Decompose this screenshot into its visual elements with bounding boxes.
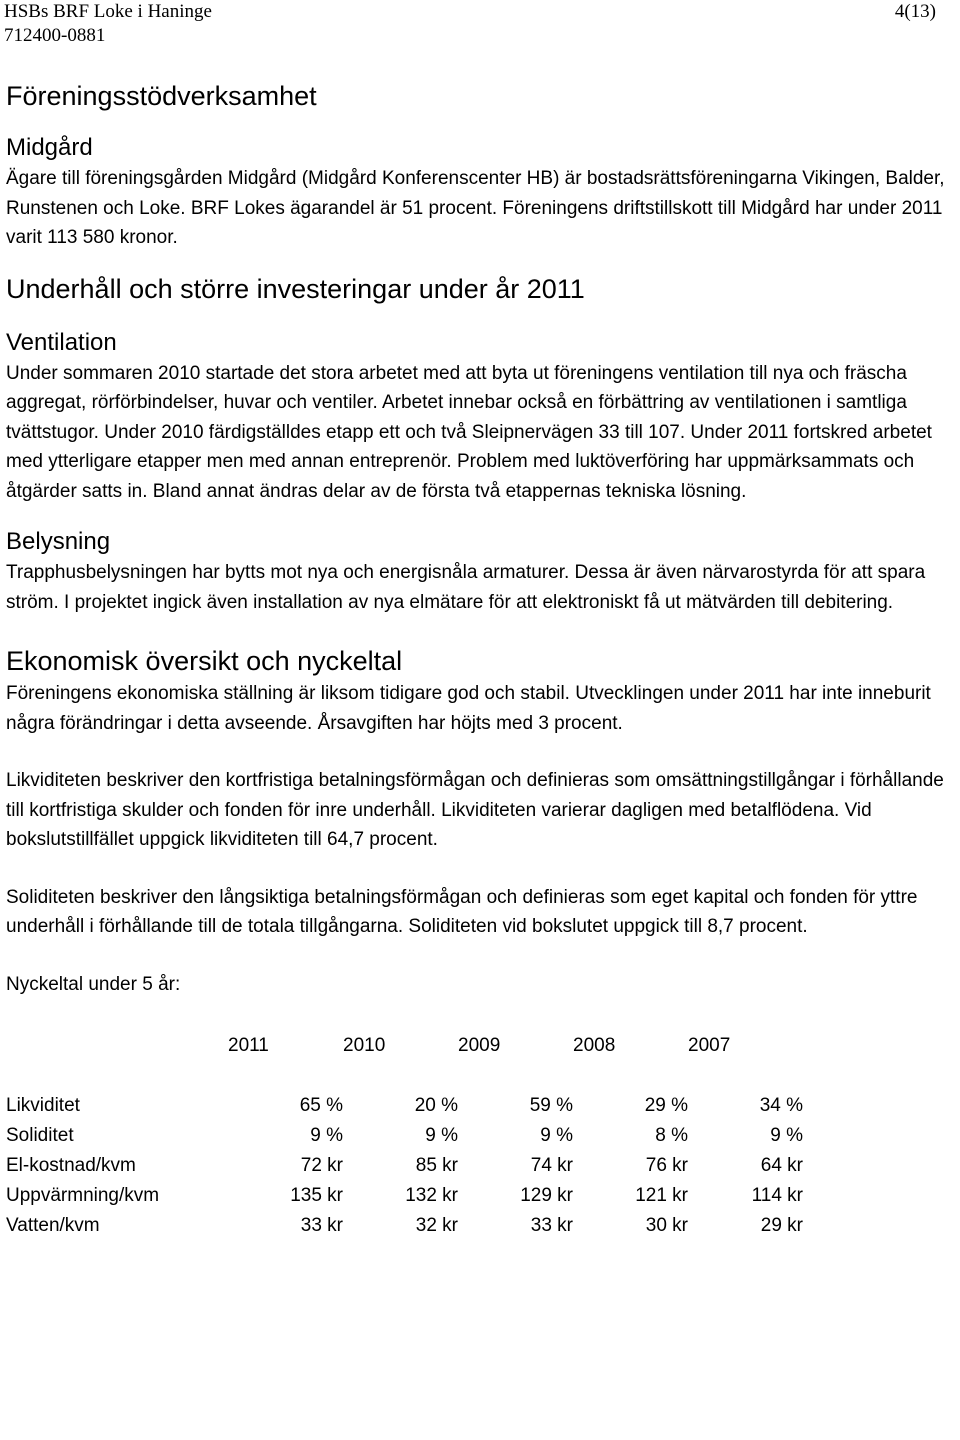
kpi-year-header: 2008 xyxy=(573,1035,616,1056)
organization-number: 712400-0881 xyxy=(4,25,106,46)
kpi-cell: 72 kr xyxy=(300,1155,343,1176)
kpi-cell: 135 kr xyxy=(290,1185,343,1206)
kpi-cell: 9 % xyxy=(770,1125,803,1146)
kpi-cell: 132 kr xyxy=(405,1185,458,1206)
kpi-year-header: 2011 xyxy=(228,1035,269,1056)
kpi-row-label: Soliditet xyxy=(6,1125,74,1146)
kpi-cell: 64 kr xyxy=(760,1155,803,1176)
likviditet-paragraph: Likviditeten beskriver den kortfristiga betalningsförmågan och definieras som omsättningstillgångar i förhållande till kortfristiga skulder och fonden för inre underhåll. Likviditeten varierar dagligen med betalflödena. Vid bokslutstillfället uppgick likviditeten till 64,7 procent. xyxy=(6,770,944,850)
kpi-cell: 85 kr xyxy=(415,1155,458,1176)
ekonomi-paragraph-1: Föreningens ekonomiska ställning är liksom tidigare god och stabil. Utvecklingen under 2011 har inte inneburit några förändringar i detta avseende. Årsavgiften har höjts med 3 procent. xyxy=(6,683,931,734)
belysning-paragraph: Trapphusbelysningen har bytts mot nya och energisnåla armaturer. Dessa är även närvarostyrda för att spara ström. I projektet ingick även installation av nya elmätare för att elektroniskt få ut mätvärden till debitering. xyxy=(6,562,926,613)
kpi-cell: 114 kr xyxy=(751,1185,803,1206)
kpi-cell: 74 kr xyxy=(530,1155,573,1176)
kpi-header-row xyxy=(6,1031,803,1061)
subsection-title-belysning: Belysning xyxy=(6,528,111,555)
kpi-cell: 9 % xyxy=(540,1125,573,1146)
kpi-header-empty xyxy=(6,1031,228,1061)
nyckeltal-label: Nyckeltal under 5 år: xyxy=(6,973,181,995)
table-row xyxy=(6,1091,803,1121)
kpi-cell: 59 % xyxy=(529,1095,573,1116)
section-title-underhall: Underhåll och större investeringar under år 2011 xyxy=(6,273,585,304)
kpi-cell: 9 % xyxy=(310,1125,343,1146)
kpi-spacer-row xyxy=(6,1061,803,1091)
kpi-cell: 129 kr xyxy=(520,1185,573,1206)
ventilation-paragraph: Under sommaren 2010 startade det stora arbetet med att byta ut föreningens ventilation till nya och fräscha aggregat, rörförbindelser, huvar och ventiler. Arbetet innebar också en förbättring av ventilationen i samtliga tvättstugor. Under 2010 färdigställdes etapp ett och två Sleipnervägen 33 till 107. Under 2011 fortskred arbetet med ytterligare etapper men med annan entreprenör. Problem med luktöverföring har uppmärksammats och åtgärder satts in. Bland annat ändras delar av de första två etappernas tekniska lösning. xyxy=(6,362,932,502)
page-number: 4(13) xyxy=(894,1,936,22)
section-title-foreningsstod: Föreningsstödverksamhet xyxy=(6,81,317,111)
organization-name: HSBs BRF Loke i Haninge xyxy=(4,1,212,22)
table-row xyxy=(6,1211,803,1241)
kpi-cell: 65 % xyxy=(299,1095,343,1116)
subsection-title-ventilation: Ventilation xyxy=(6,328,117,356)
kpi-cell: 121 kr xyxy=(635,1185,688,1206)
kpi-cell: 30 kr xyxy=(645,1215,688,1236)
kpi-year-header: 2007 xyxy=(688,1035,731,1056)
kpi-cell: 33 kr xyxy=(530,1215,573,1236)
kpi-row-label: Vatten/kvm xyxy=(6,1215,100,1236)
kpi-table xyxy=(6,1031,803,1241)
table-row xyxy=(6,1121,803,1151)
kpi-row-label: Uppvärmning/kvm xyxy=(6,1185,160,1206)
table-row xyxy=(6,1181,803,1211)
table-row xyxy=(6,1151,803,1181)
kpi-cell: 20 % xyxy=(414,1095,458,1116)
kpi-year-header: 2009 xyxy=(458,1035,501,1056)
kpi-cell: 34 % xyxy=(759,1095,803,1116)
kpi-cell: 9 % xyxy=(425,1125,458,1146)
kpi-row-label: El-kostnad/kvm xyxy=(6,1155,136,1176)
kpi-cell: 8 % xyxy=(655,1125,688,1146)
kpi-cell: 32 kr xyxy=(415,1215,458,1236)
kpi-year-header: 2010 xyxy=(343,1035,386,1056)
document-body xyxy=(6,78,960,1241)
kpi-cell: 33 kr xyxy=(300,1215,343,1236)
page-header xyxy=(4,0,936,48)
section-title-ekonomi: Ekonomisk översikt och nyckeltal xyxy=(6,646,403,676)
kpi-cell: 29 kr xyxy=(760,1215,803,1236)
midgard-paragraph: Ägare till föreningsgården Midgård (Midgård Konferenscenter HB) är bostadsrättsföreningarna Vikingen, Balder, Runstenen och Loke. BRF Lokes ägarandel är 51 procent. Föreningens driftstillskott till Midgård har under 2011 varit 113 580 kronor. xyxy=(6,168,945,248)
kpi-cell: 29 % xyxy=(644,1095,688,1116)
kpi-row-label: Likviditet xyxy=(6,1095,80,1116)
kpi-cell: 76 kr xyxy=(645,1155,688,1176)
soliditet-paragraph: Soliditeten beskriver den långsiktiga betalningsförmågan och definieras som eget kapital och fonden för yttre underhåll i förhållande till de totala tillgångarna. Soliditeten vid bokslutet uppgick till 8,7 procent. xyxy=(6,886,918,937)
subsection-title-midgard: Midgård xyxy=(6,134,93,161)
